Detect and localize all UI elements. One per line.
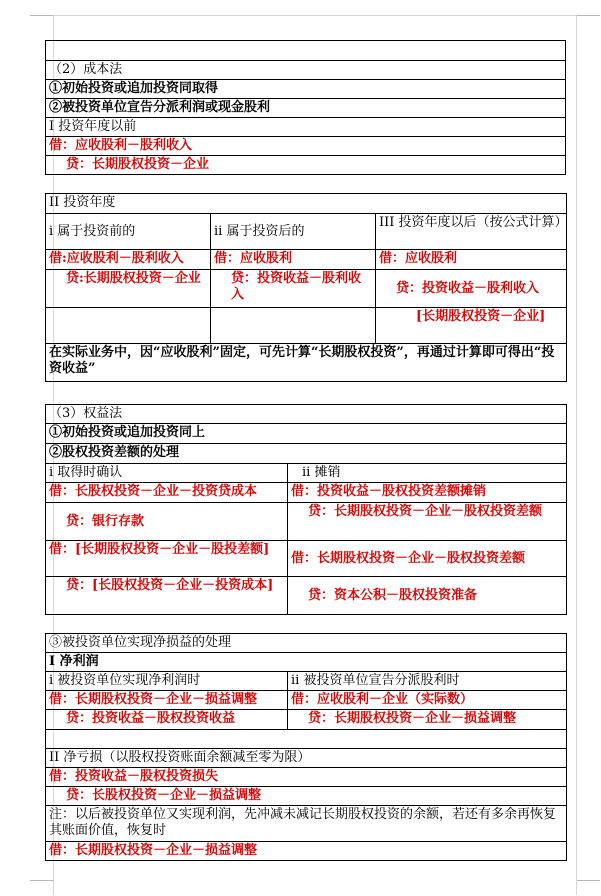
- equity-method-table: [45, 404, 567, 615]
- invest-col3-debit: 借：应收股利: [376, 250, 567, 270]
- equity-item-1: ①初始投资或追加投资同上: [46, 424, 567, 444]
- crop-mark-bottom-left: [30, 880, 53, 881]
- net-sub-2: II 净亏损（以股权投资账面余额减至零为限）: [46, 749, 567, 768]
- equity-r1c1: 借：长股权投资－企业－投资贷成本: [46, 483, 288, 503]
- invest-note: 在实际业务中，因“应收股利”固定，可先计算“长期股权投资”，再通过计算即可得出“投资收益”: [46, 344, 567, 382]
- investment-year-table: [45, 193, 567, 382]
- cost-debit-entry: 借：应收股利－股利收入: [46, 137, 566, 156]
- equity-item-2: ②股权投资差额的处理: [46, 444, 567, 464]
- net-note: 注：以后被投资单位又实现利润，先冲减未减记长期股权投资的余额，若还有多余再恢复其账面价值，恢复时: [46, 806, 567, 842]
- net-final-debit: 借：长期股权投资－企业－损益调整: [46, 842, 567, 861]
- invest-col3-credit: 贷：投资收益－股利收入: [376, 270, 567, 308]
- invest-col3-header: III 投资年度以后（按公式计算）: [376, 214, 567, 250]
- invest-col1-debit: 借:应收股利－股利收入: [46, 250, 211, 270]
- net-col1-header: i 被投资单位实现净利润时: [46, 672, 288, 691]
- crop-mark-bottom-right: [577, 880, 600, 881]
- net-loss-credit: 贷：长股权投资－企业－损益调整: [46, 787, 567, 806]
- crop-mark-top-right: [577, 15, 600, 16]
- equity-col2-header: ii 摊销: [288, 464, 567, 483]
- net-loss-debit: 借：投资收益－股权投资损失: [46, 768, 567, 787]
- invest-col2-debit: 借：应收股利: [211, 250, 376, 270]
- net-r1c1: 借：长期股权投资－企业－损益调整: [46, 691, 288, 710]
- invest-empty-cell: [46, 308, 211, 344]
- equity-r1c2: 借：投资收益－股权投资差额摊销: [288, 483, 567, 503]
- equity-r3c1: 借：[长期股权投资－企业－股投差额]: [46, 541, 288, 577]
- crop-mark-top-left: [30, 15, 53, 16]
- cost-sub-1: I 投资年度以前: [46, 118, 566, 137]
- invest-empty-cell: [211, 308, 376, 344]
- section-title: （2）成本法: [46, 61, 566, 80]
- equity-title: （3）权益法: [46, 405, 567, 424]
- net-income-table: [45, 633, 567, 861]
- net-col2-header: ii 被投资单位宣告分派股利时: [288, 672, 567, 691]
- net-title: ③被投资单位实现净损益的处理: [46, 634, 567, 653]
- net-sub-1: I 净利润: [46, 653, 567, 672]
- equity-r4c1: 贷：[长股权投资－企业－投资成本]: [46, 577, 288, 615]
- net-r2c2: 贷：长期股权投资－企业－损益调整: [288, 710, 567, 730]
- invest-col2-header: ii 属于投资后的: [211, 214, 376, 250]
- invest-col2-credit: 贷：投资收益－股利收入: [211, 270, 376, 308]
- equity-r4c2: 贷：资本公积－股权投资准备: [288, 577, 567, 615]
- invest-col3-extra: [长期股权投资－企业]: [376, 308, 567, 344]
- table-blank-row: [46, 41, 566, 61]
- cost-item-2: ②被投资单位宣告分派利润或现金股利: [46, 99, 566, 118]
- net-r2c1: 贷：投资收益－股权投资收益: [46, 710, 288, 730]
- equity-r3c2: 借：长期股权投资－企业－股权投资差额: [288, 541, 567, 577]
- equity-col1-header: i 取得时确认: [46, 464, 288, 483]
- cost-credit-entry: 贷：长期股权投资－企业: [46, 156, 566, 175]
- equity-r2c1: 贷：银行存款: [46, 503, 288, 541]
- invest-year-title: II 投资年度: [46, 194, 567, 214]
- net-r1c2: 借：应收股利－企业（实际数）: [288, 691, 567, 710]
- table-blank-row: [46, 730, 567, 749]
- invest-col1-credit: 贷:长期股权投资－企业: [46, 270, 211, 308]
- equity-r2c2: 贷：长期股权投资－企业－股权投资差额: [288, 503, 567, 541]
- cost-item-1: ①初始投资或追加投资同取得: [46, 80, 566, 99]
- invest-col1-header: i 属于投资前的: [46, 214, 211, 250]
- cost-method-table: [45, 40, 566, 175]
